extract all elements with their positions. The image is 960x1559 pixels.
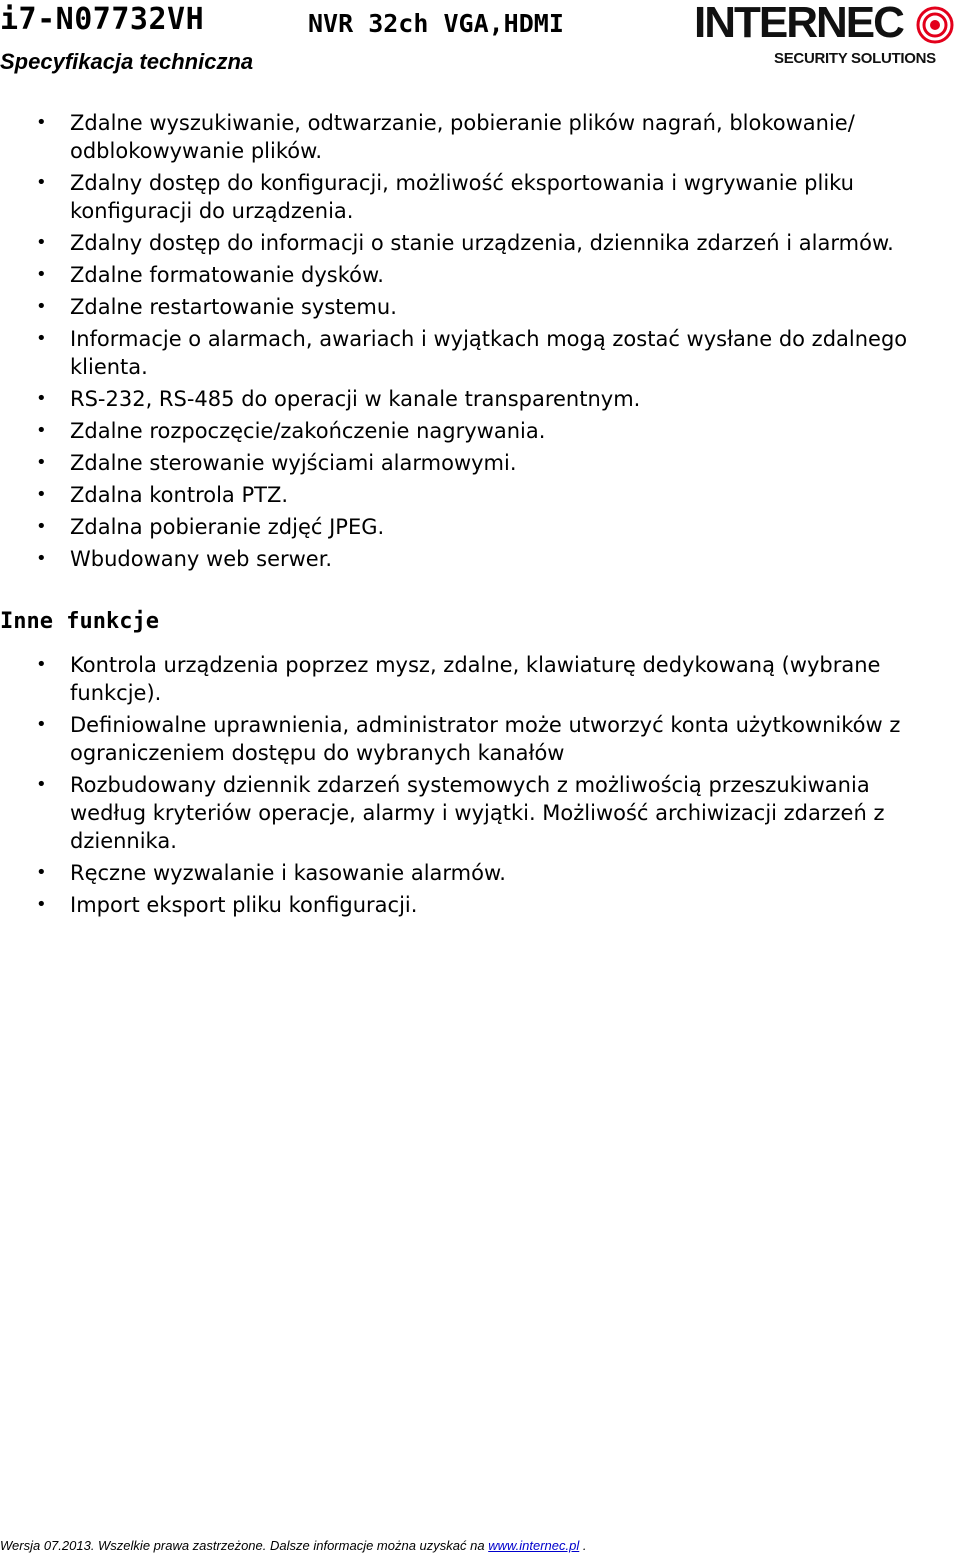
list-item xyxy=(0,651,930,707)
bullet-icon: • xyxy=(36,232,47,253)
footer-note xyxy=(0,1538,586,1553)
bullet-icon: • xyxy=(36,714,47,735)
list-item xyxy=(0,109,930,165)
list-item xyxy=(0,481,930,509)
list-item xyxy=(0,261,930,289)
list-item xyxy=(0,545,930,573)
footer-text: Wersja 07.2013. Wszelkie prawa zastrzeżone. Dalsze informacje można uzyskać na xyxy=(0,1538,489,1553)
list-item-text: Zdalne sterowanie wyjściami alarmowymi. xyxy=(70,451,517,475)
bullet-icon: • xyxy=(36,894,47,915)
bullet-icon: • xyxy=(36,296,47,317)
list-item xyxy=(0,711,930,767)
list-item-text: Zdalne restartowanie systemu. xyxy=(70,295,397,319)
list-item-text: RS-232, RS-485 do operacji w kanale transparentnym. xyxy=(70,387,641,411)
model-number: i7-N07732VH xyxy=(0,2,205,37)
list-item xyxy=(0,771,930,855)
list-item-text: Definiowalne uprawnienia, administrator może utworzyć konta użytkowników z ograniczeniem dostępu do wybranych kanałów xyxy=(70,713,901,765)
logo-wordmark: INTERNEC xyxy=(694,0,903,47)
list-item-text: Kontrola urządzenia poprzez mysz, zdalne, klawiaturę dedykowaną (wybrane funkcje). xyxy=(70,653,881,705)
other-features-list xyxy=(0,651,930,923)
remote-features-list xyxy=(0,109,930,577)
bullet-icon: • xyxy=(36,774,47,795)
list-item xyxy=(0,859,930,887)
list-item-text: Zdalna pobieranie zdjęć JPEG. xyxy=(70,515,385,539)
bullet-icon: • xyxy=(36,172,47,193)
list-item xyxy=(0,449,930,477)
list-item xyxy=(0,293,930,321)
internec-logo xyxy=(694,0,958,68)
device-description: NVR 32ch VGA,HDMI xyxy=(308,9,564,38)
logo-tagline: SECURITY SOLUTIONS xyxy=(774,50,936,67)
list-item xyxy=(0,229,930,257)
bullet-icon: • xyxy=(36,484,47,505)
list-item-text: Import eksport pliku konfiguracji. xyxy=(70,893,418,917)
list-item xyxy=(0,325,930,381)
list-item-text: Informacje o alarmach, awariach i wyjątkach mogą zostać wysłane do zdalnego klienta. xyxy=(70,327,908,379)
bullet-icon: • xyxy=(36,452,47,473)
bullet-icon: • xyxy=(36,548,47,569)
bullet-icon: • xyxy=(36,420,47,441)
document-subtitle: Specyfikacja techniczna xyxy=(0,49,254,74)
bullet-icon: • xyxy=(36,654,47,675)
list-item-text: Rozbudowany dziennik zdarzeń systemowych z możliwością przeszukiwania według kryteriów operacje, alarmy i wyjątki. Możliwość archiwizacji zdarzeń z dziennika. xyxy=(70,773,885,853)
list-item-text: Zdalna kontrola PTZ. xyxy=(70,483,289,507)
list-item xyxy=(0,891,930,919)
footer-website-link[interactable]: www.internec.pl xyxy=(488,1538,580,1553)
logo-target-icon xyxy=(916,6,954,44)
bullet-icon: • xyxy=(36,862,47,883)
list-item xyxy=(0,169,930,225)
list-item-text: Zdalne rozpoczęcie/zakończenie nagrywania. xyxy=(70,419,546,443)
list-item-text: Zdalny dostęp do informacji o stanie urządzenia, dziennika zdarzeń i alarmów. xyxy=(70,231,894,255)
footer-suffix: . xyxy=(579,1538,587,1553)
list-item-text: Zdalne formatowanie dysków. xyxy=(70,263,384,287)
list-item xyxy=(0,513,930,541)
bullet-icon: • xyxy=(36,388,47,409)
list-item xyxy=(0,385,930,413)
list-item-text: Wbudowany web serwer. xyxy=(70,547,333,571)
bullet-icon: • xyxy=(36,328,47,349)
list-item-text: Zdalny dostęp do konfiguracji, możliwość eksportowania i wgrywanie pliku konfiguracji do urządzenia. xyxy=(70,171,854,223)
section-heading-other-features: Inne funkcje xyxy=(0,609,159,634)
list-item-text: Zdalne wyszukiwanie, odtwarzanie, pobieranie plików nagrań, blokowanie/ odblokowywanie plików. xyxy=(70,111,855,163)
bullet-icon: • xyxy=(36,264,47,285)
bullet-icon: • xyxy=(36,112,47,133)
list-item-text: Ręczne wyzwalanie i kasowanie alarmów. xyxy=(70,861,506,885)
list-item xyxy=(0,417,930,445)
bullet-icon: • xyxy=(36,516,47,537)
